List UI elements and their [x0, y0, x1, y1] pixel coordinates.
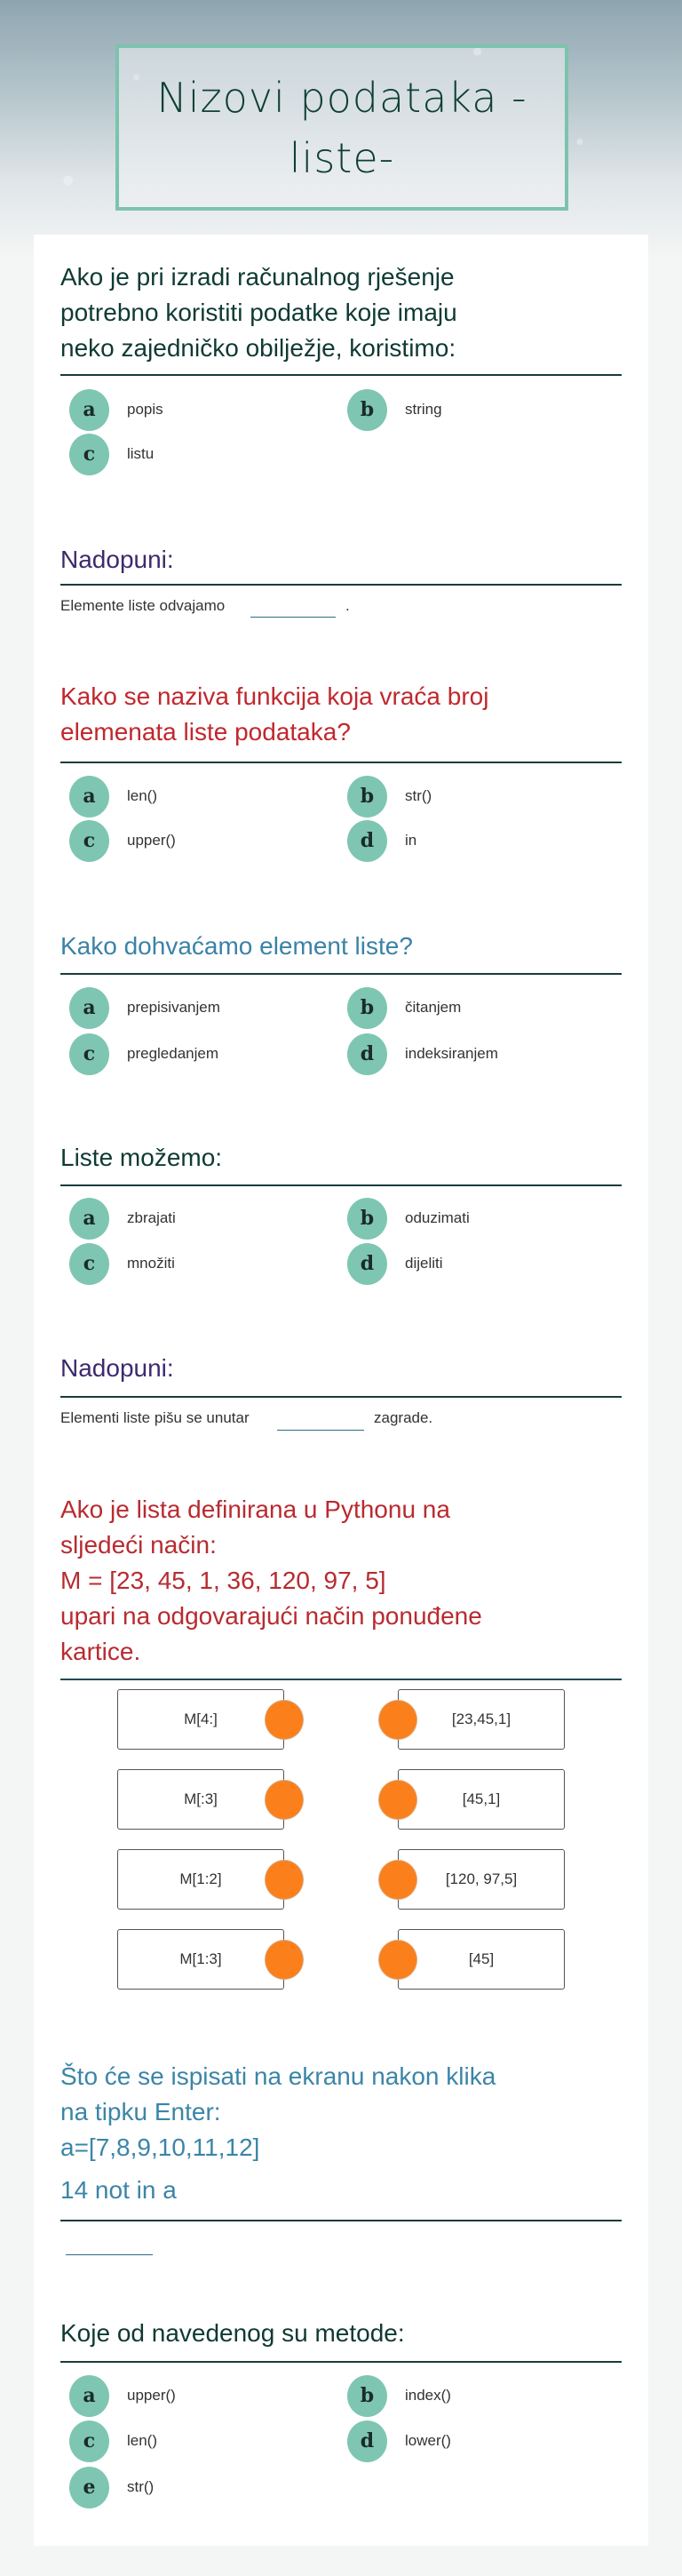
option-letter: b	[347, 776, 387, 817]
option-letter: d	[347, 1033, 387, 1075]
fill-text-before: Elementi liste pišu se unutar	[60, 1409, 250, 1426]
question-4: Kako dohvaćamo element liste?	[60, 932, 413, 960]
fill-blank-input[interactable]	[250, 617, 336, 618]
divider	[60, 374, 622, 376]
question-8	[60, 2059, 629, 2208]
option-letter: b	[347, 1198, 387, 1240]
option-c[interactable]	[69, 434, 154, 475]
page-title: liste-	[289, 133, 395, 182]
option-letter: a	[69, 2375, 109, 2417]
divider	[60, 1184, 622, 1186]
question-9: Koje od navedenog su metode:	[60, 2319, 405, 2347]
option-b[interactable]	[347, 2375, 451, 2416]
question-text: a=[7,8,9,10,11,12]	[60, 2133, 260, 2161]
option-a[interactable]	[69, 2375, 176, 2416]
question-2-title: Nadopuni:	[60, 546, 174, 573]
option-d[interactable]	[347, 1033, 498, 1074]
option-b[interactable]	[347, 389, 442, 430]
option-label: upper()	[127, 832, 176, 849]
question-3	[60, 679, 629, 750]
fill-text-after: .	[345, 597, 350, 614]
option-letter: c	[69, 434, 109, 475]
title-box	[115, 44, 568, 211]
option-letter: b	[347, 987, 387, 1029]
divider	[60, 584, 622, 586]
option-label: indeksiranjem	[405, 1045, 498, 1062]
option-label: upper()	[127, 2387, 176, 2404]
option-letter: a	[69, 987, 109, 1029]
question-text: neko zajedničko obilježje, koristimo:	[60, 334, 456, 362]
option-letter: c	[69, 2420, 109, 2462]
option-label: len()	[127, 2432, 158, 2449]
option-letter: c	[69, 1033, 109, 1075]
option-label: dijeliti	[405, 1255, 443, 1272]
option-label: popis	[127, 401, 163, 418]
match-card-right[interactable]: [45,1]	[398, 1769, 565, 1830]
match-connector-dot[interactable]	[265, 1860, 304, 1900]
question-6-title: Nadopuni:	[60, 1354, 174, 1382]
option-letter: a	[69, 1198, 109, 1240]
option-letter: a	[69, 389, 109, 431]
option-letter: c	[69, 820, 109, 862]
divider	[60, 762, 622, 763]
question-text: Ako je lista definirana u Pythonu na	[60, 1495, 450, 1523]
option-b[interactable]	[347, 776, 432, 817]
divider	[60, 2361, 622, 2363]
match-card-right[interactable]: [45]	[398, 1929, 565, 1990]
match-card-right[interactable]: [23,45,1]	[398, 1689, 565, 1750]
option-c[interactable]	[69, 1243, 175, 1284]
option-e[interactable]	[69, 2467, 154, 2508]
match-connector-dot[interactable]	[378, 1860, 417, 1900]
question-text: upari na odgovarajući način ponuđene	[60, 1602, 482, 1630]
option-letter: b	[347, 389, 387, 431]
option-label: string	[405, 401, 442, 418]
option-b[interactable]	[347, 1198, 470, 1239]
question-text: M = [23, 45, 1, 36, 120, 97, 5]	[60, 1567, 386, 1594]
option-d[interactable]	[347, 1243, 443, 1284]
option-a[interactable]	[69, 389, 163, 430]
option-letter: c	[69, 1243, 109, 1285]
match-connector-dot[interactable]	[378, 1700, 417, 1740]
option-a[interactable]	[69, 987, 220, 1028]
option-letter: d	[347, 820, 387, 862]
match-connector-dot[interactable]	[265, 1700, 304, 1740]
question-1	[60, 259, 629, 366]
option-label: str()	[127, 2478, 155, 2495]
question-text: 14 not in a	[60, 2176, 177, 2204]
match-connector-dot[interactable]	[378, 1780, 417, 1820]
option-c[interactable]	[69, 820, 176, 861]
option-label: množiti	[127, 1255, 175, 1272]
match-card-left[interactable]: M[1:2]	[117, 1849, 284, 1910]
option-a[interactable]	[69, 1198, 176, 1239]
option-letter: b	[347, 2375, 387, 2417]
option-b[interactable]	[347, 987, 461, 1028]
page-title: Nizovi podataka -	[156, 73, 527, 122]
question-5: Liste možemo:	[60, 1144, 223, 1171]
match-card-left[interactable]: M[1:3]	[117, 1929, 284, 1990]
question-text: Što će se ispisati na ekranu nakon klika	[60, 2062, 496, 2090]
question-text: na tipku Enter:	[60, 2098, 221, 2125]
match-card-left[interactable]: M[4:]	[117, 1689, 284, 1750]
option-label: len()	[127, 787, 158, 804]
match-card-left[interactable]: M[:3]	[117, 1769, 284, 1830]
option-letter: d	[347, 1243, 387, 1285]
option-label: pregledanjem	[127, 1045, 219, 1062]
option-label: index()	[405, 2387, 451, 2404]
divider	[60, 2220, 622, 2221]
question-text: Kako se naziva funkcija koja vraća broj	[60, 682, 489, 710]
option-d[interactable]	[347, 820, 416, 861]
question-text: elemenata liste podataka?	[60, 718, 351, 746]
option-label: zbrajati	[127, 1209, 176, 1226]
option-c[interactable]	[69, 2420, 157, 2461]
option-label: in	[405, 832, 417, 849]
option-d[interactable]	[347, 2420, 451, 2461]
option-c[interactable]	[69, 1033, 218, 1074]
question-text: sljedeći način:	[60, 1531, 217, 1559]
question-text: Ako je pri izradi računalnog rješenje	[60, 263, 455, 291]
option-letter: e	[69, 2467, 109, 2508]
match-connector-dot[interactable]	[378, 1940, 417, 1980]
option-a[interactable]	[69, 776, 157, 817]
option-label: prepisivanjem	[127, 999, 220, 1016]
divider	[60, 1679, 622, 1680]
divider	[60, 1396, 622, 1398]
header-banner	[0, 0, 682, 258]
option-letter: a	[69, 776, 109, 817]
fill-text-before: Elemente liste odvajamo	[60, 597, 226, 614]
fill-blank-input[interactable]	[277, 1430, 364, 1431]
fill-text-after: zagrade.	[374, 1409, 433, 1426]
match-connector-dot[interactable]	[265, 1780, 304, 1820]
divider	[60, 973, 622, 975]
question-7	[60, 1492, 629, 1670]
question-text: kartice.	[60, 1638, 141, 1665]
option-letter: d	[347, 2420, 387, 2462]
option-label: čitanjem	[405, 999, 462, 1016]
match-connector-dot[interactable]	[265, 1940, 304, 1980]
option-label: oduzimati	[405, 1209, 470, 1226]
question-text: potrebno koristiti podatke koje imaju	[60, 299, 457, 326]
match-card-right[interactable]: [120, 97,5]	[398, 1849, 565, 1910]
option-label: listu	[127, 445, 155, 462]
option-label: lower()	[405, 2432, 451, 2449]
answer-blank-input[interactable]	[66, 2254, 153, 2255]
option-label: str()	[405, 787, 432, 804]
